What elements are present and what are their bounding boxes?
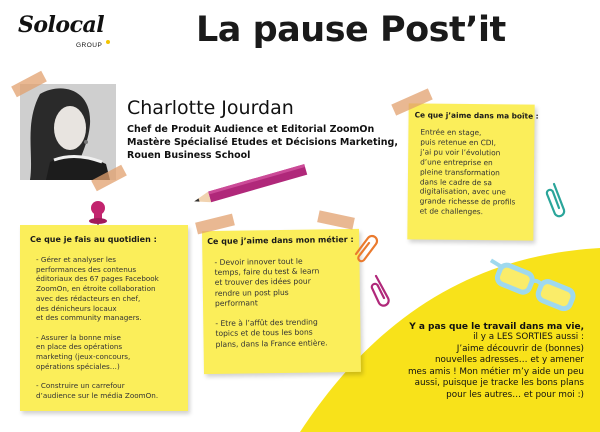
role-line: Rouen Business School bbox=[127, 150, 251, 161]
tagline-title: Y a pas que le travail dans ma vie, bbox=[409, 322, 584, 332]
note-company-body: Entrée en stage, puis retenue en CDI, j’ai pu voir l’évolution d’une entreprise en pleine transformation dans le cadre de sa digitalisation, avec une grande richesse de profils et de challenges. bbox=[419, 127, 516, 217]
person-role bbox=[127, 123, 398, 162]
portrait-illustration bbox=[20, 84, 116, 180]
note-job-likes bbox=[202, 229, 361, 374]
glasses-icon bbox=[488, 258, 588, 318]
logo-subtitle: GROUP bbox=[76, 42, 103, 49]
logo-dot bbox=[106, 40, 110, 44]
note-daily-tasks bbox=[20, 225, 188, 411]
note-daily-body: - Gérer et analyser les performances des contenus éditoriaux des 67 pages Facebook ZoomOn, en étroite collaboration avec des rédacteurs en chef, des dénicheurs locaux et des community managers. - Assurer la bonne mise en place des opérations marketing (jeux-concours, opérations spéciales…) - Construire un carrefour d’audience sur le média ZoomOn. bbox=[36, 255, 159, 400]
tagline-body: il y a LES SORTIES aussi : J’aime découvrir de (bonnes) nouvelles adresses… et y amener mes amis ! Mon métier m’y aide un peu aussi, puisque je tracke les bons plans pour les autres… et pour moi :) bbox=[407, 332, 584, 400]
paperclip-icon bbox=[370, 272, 394, 308]
note-job-title: Ce que j’aime dans mon métier : bbox=[207, 234, 354, 247]
pencil-icon bbox=[188, 160, 318, 210]
note-company-likes bbox=[407, 103, 539, 240]
note-job-body: - Devoir innover tout le temps, faire du test & learn et trouver des idées pour rendre un post plus performant - Etre à l’affût des trending topics et de tous les bons plans, dans la France entière. bbox=[214, 256, 328, 349]
person-name: Charlotte Jourdan bbox=[127, 97, 294, 119]
note-company-title: Ce que j’aime dans ma boîte : bbox=[414, 110, 539, 121]
page-title: La pause Post’it bbox=[196, 10, 506, 50]
logo-wordmark: Solocal bbox=[18, 12, 105, 38]
paperclip-icon bbox=[544, 180, 570, 220]
role-line: Mastère Spécialisé Etudes et Décisions Marketing, bbox=[127, 137, 398, 148]
solocal-logo bbox=[14, 10, 114, 60]
profile-photo bbox=[20, 84, 116, 180]
tagline-block bbox=[408, 322, 584, 401]
note-daily-title: Ce que je fais au quotidien : bbox=[30, 235, 157, 244]
paperclip-icon bbox=[352, 232, 382, 266]
role-line: Chef de Produit Audience et Editorial ZoomOn bbox=[127, 124, 375, 135]
